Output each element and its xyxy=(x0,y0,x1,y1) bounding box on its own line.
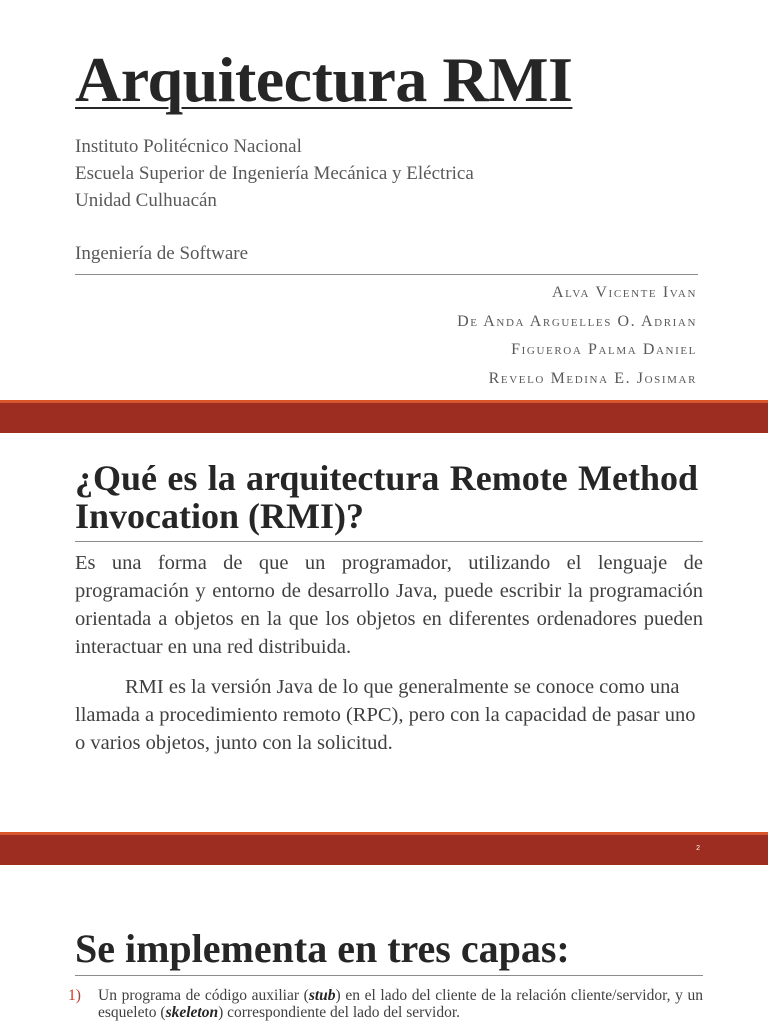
institution-block xyxy=(75,133,474,214)
layers-slide xyxy=(0,865,768,1024)
slide-footer-band xyxy=(0,400,768,433)
definition-slide xyxy=(0,433,768,832)
heading-divider xyxy=(75,975,703,976)
institution-line: Instituto Politécnico Nacional xyxy=(75,136,302,157)
band-accent-stripe xyxy=(0,832,768,835)
numbered-list xyxy=(68,987,703,1021)
institution-line: Unidad Culhuacán xyxy=(75,190,217,211)
title-slide xyxy=(0,0,768,400)
heading-divider xyxy=(75,541,703,542)
author-list xyxy=(457,279,697,393)
slide-body xyxy=(75,549,703,769)
author-name: Revelo Medina E. Josimar xyxy=(488,369,697,387)
author-name: Figueroa Palma Daniel xyxy=(511,341,697,358)
body-paragraph: Es una forma de que un programador, utilizando el lenguaje de programación y entorno de desarrollo Java, puede escribir la programación orientada a objetos en la que los objetos en diferentes ordenadores pueden interactuar en una red distribuida. xyxy=(75,552,703,658)
slide-heading: ¿Qué es la arquitectura Remote Method Invocation (RMI)? xyxy=(75,458,698,536)
list-item-text xyxy=(98,987,703,1021)
term-skeleton: skeleton xyxy=(165,1004,219,1021)
text-segment: ) correspondiente del lado del servidor. xyxy=(218,1004,461,1021)
band-accent-stripe xyxy=(0,400,768,403)
list-number: 1) xyxy=(68,987,81,1004)
body-paragraph: RMI es la versión Java de lo que generalmente se conoce como una llamada a procedimiento remoto (RPC), pero con la capacidad de pasar uno o varios objetos, junto con la solicitud. xyxy=(75,676,696,754)
text-segment: Un programa de código auxiliar ( xyxy=(98,987,309,1004)
slide-heading: Se implementa en tres capas: xyxy=(75,926,570,971)
term-stub: stub xyxy=(308,987,336,1004)
author-name: De Anda Arguelles O. Adrian xyxy=(457,312,697,330)
list-item xyxy=(68,987,703,1021)
page-number: 2 xyxy=(696,845,700,852)
course-name: Ingeniería de Software xyxy=(75,243,249,264)
text-segment: ) en el lado del cliente de la relación cliente/servidor, y un esqueleto ( xyxy=(98,987,704,1021)
title-divider xyxy=(75,274,698,275)
slide-footer-band xyxy=(0,832,768,865)
slide-title: Arquitectura RMI xyxy=(75,44,573,115)
institution-line: Escuela Superior de Ingeniería Mecánica y Eléctrica xyxy=(75,163,474,184)
author-name: Alva Vicente Ivan xyxy=(551,284,697,301)
